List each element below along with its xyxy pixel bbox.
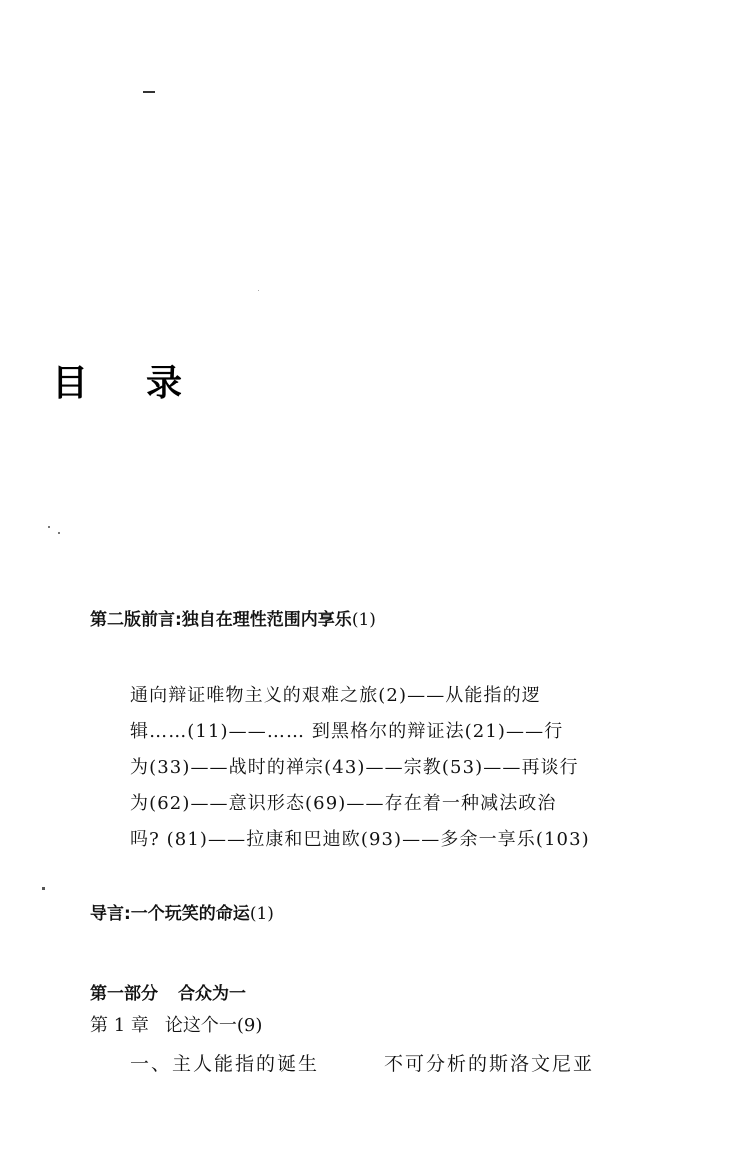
subsection-line: 吗? (81)——拉康和巴迪欧(93)——多余一享乐(103) [130, 829, 590, 850]
toc-entry-chapter-one[interactable] [90, 1014, 262, 1038]
part-title: 合众为一 [178, 984, 246, 1004]
toc-entry-part-one[interactable] [90, 983, 246, 1005]
subsection-line: 通向辩证唯物主义的艰难之旅(2)——从能指的逻 [130, 685, 541, 706]
toc-entry-section [130, 1049, 630, 1079]
table-of-contents-title [52, 362, 252, 410]
subsection-line: 为(33)——战时的禅宗(43)——宗教(53)——再谈行 [130, 757, 579, 778]
chapter-label: 第 1 章 [90, 1015, 149, 1036]
title-char: 目 [52, 363, 89, 404]
title-char: 录 [146, 363, 183, 404]
scan-speck [42, 887, 45, 890]
scan-speck [58, 532, 60, 534]
scan-speck [48, 526, 50, 528]
section-subtitle: 不可分析的斯洛文尼亚 [384, 1053, 595, 1075]
entry-page-number: (1) [351, 610, 376, 630]
section-title: 一、主人能指的诞生 [130, 1053, 320, 1075]
subsection-line: 为(62)——意识形态(69)——存在着一种减法政治 [130, 793, 557, 814]
scan-mark [143, 91, 155, 93]
entry-page-number: (1) [249, 904, 274, 924]
toc-entry-introduction[interactable] [90, 903, 274, 925]
entry-heading: 第二版前言:独自在理性范围内享乐 [90, 610, 352, 630]
part-label: 第一部分 [90, 984, 158, 1004]
scan-speck [258, 290, 259, 291]
entry-heading: 导言:一个玩笑的命运 [90, 904, 250, 924]
toc-entry-preface[interactable] [90, 609, 376, 631]
subsection-line: 辑……(11)——…… 到黑格尔的辩证法(21)——行 [130, 721, 564, 742]
chapter-title: 论这个一(9) [164, 1015, 263, 1036]
